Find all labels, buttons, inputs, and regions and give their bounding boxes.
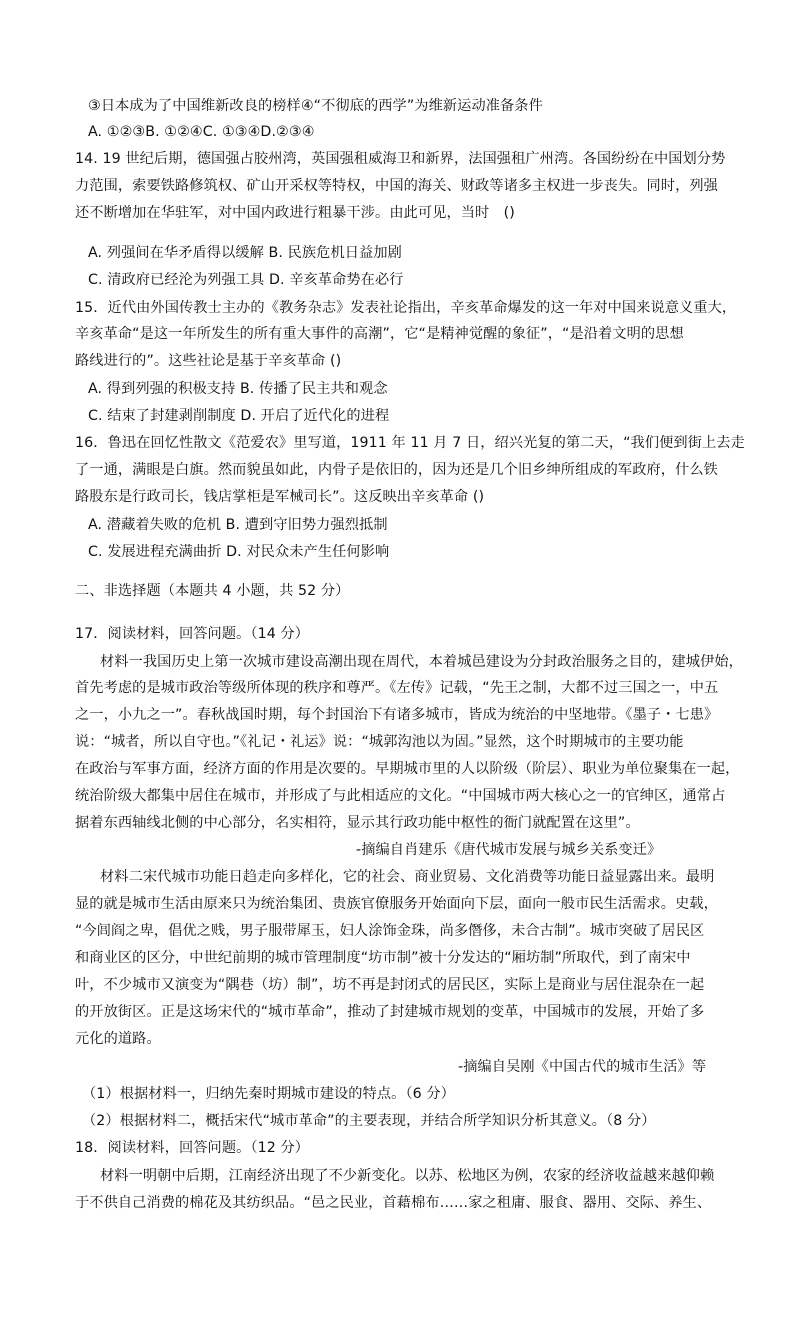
text-line: 路股东是行政司长，钱店掌柜是军械司长”。这反映出辛亥革命 () — [75, 489, 485, 505]
text-line: 和商业区的区分，中世纪前期的城市管理制度“坊市制”被十分发达的“厢坊制”所取代，到了南宋中 — [75, 950, 691, 966]
text-line: 18．阅读材料，回答问题。（12 分） — [75, 1140, 310, 1156]
text-line: 材料一我国历史上第一次城市建设高潮出现在周代，本着城邑建设为分封政治服务之目的，建城伊始， — [100, 654, 743, 670]
text-line: 显的就是城市生活由原来只为统治集团、贵族官僚服务开始面向下层，面向一般市民生活需求。史载， — [75, 896, 718, 912]
text-line: 在政治与军事方面，经济方面的作用是次要的。早期城市里的人以阶级（阶层）、职业为单位聚集在一起， — [75, 761, 740, 777]
text-line: 于不供自己消费的棉花及其纺织品。“邑之民业，首藉棉布……家之租庸、服食、器用、交际、养生、 — [75, 1195, 712, 1211]
text-line: 14. 19 世纪后期，德国强占胶州湾，英国强租威海卫和新界，法国强租广州湾。各国纷纷在中国划分势 — [75, 151, 726, 167]
text-line: A. 潜藏着失败的危机 B. 遭到守旧势力强烈抵制 — [88, 517, 388, 533]
text-line: -摘编自吴刚《中国古代的城市生活》等 — [458, 1059, 707, 1075]
text-line: （2）根据材料二，概括宋代“城市革命”的主要表现，并结合所学知识分析其意义。（8 分） — [82, 1113, 656, 1129]
text-line: 元化的道路。 — [75, 1031, 161, 1047]
text-line: 之一，小九之一”。春秋战国时期，每个封国治下有诸多城市，皆成为统治的中坚地带。《墨子・七患》 — [75, 707, 719, 723]
text-line: -摘编自肖建乐《唐代城市发展与城乡关系变迁》 — [356, 842, 662, 858]
text-line: C. 清政府已经沦为列强工具 D. 辛亥革命势在必行 — [88, 272, 404, 288]
text-line: （1）根据材料一，归纳先秦时期城市建设的特点。（6 分） — [82, 1086, 455, 1102]
text-line: 材料二宋代城市功能日趋走向多样化，它的社会、商业贸易、文化消费等功能日益显露出来。最明 — [100, 869, 715, 885]
text-line: 还不断增加在华驻军，对中国内政进行粗暴干涉。由此可见，当时 () — [75, 205, 515, 221]
text-line: 路线进行的”。这些社论是基于辛亥革命 () — [75, 353, 342, 369]
text-line: 统治阶级大都集中居住在城市，并形成了与此相适应的文化。“中国城市两大核心之一的官绅区，通常占 — [75, 788, 726, 804]
text-line: A. 列强间在华矛盾得以缓解 B. 民族危机日益加剧 — [88, 245, 402, 261]
text-line: 辛亥革命“是这一年所发生的所有重大事件的高潮”，它“是精神觉醒的象征”，“是沿着文明的思想 — [75, 326, 684, 342]
text-line: 二、非选择题（本题共 4 小题，共 52 分） — [75, 583, 350, 599]
text-line: A. ①②③B. ①②④C. ①③④D.②③④ — [88, 124, 315, 140]
text-line: C. 结束了封建剥削制度 D. 开启了近代化的进程 — [88, 408, 390, 424]
text-line: 力范围，索要铁路修筑权、矿山开采权等特权，中国的海关、财政等诸多主权进一步丧失。同时，列强 — [75, 178, 718, 194]
text-line: C. 发展进程充满曲折 D. 对民众未产生任何影响 — [88, 544, 390, 560]
text-line: 据着东西轴线北侧的中心部分，名实相符，显示其行政功能中枢性的衙门就配置在这里”。 — [75, 815, 640, 831]
text-line: 15．近代由外国传教士主办的《教务杂志》发表社论指出，辛亥革命爆发的这一年对中国来说意义重大， — [75, 300, 737, 316]
text-line: 了一通，满眼是白旗。然而貌虽如此，内骨子是依旧的，因为还是几个旧乡绅所组成的军政府，什么铁 — [75, 462, 718, 478]
text-line: 材料一明朝中后期，江南经济出现了不少新变化。以苏、松地区为例，农家的经济收益越来越仰赖 — [100, 1168, 715, 1184]
text-line: 16．鲁迅在回忆性散文《范爱农》里写道，1911 年 11 月 7 日，绍兴光复的第二天，“我们便到街上去走 — [75, 435, 745, 451]
text-line: 首先考虑的是城市政治等级所体现的秩序和尊严。《左传》记载，“先王之制，大都不过三国之一，中五 — [75, 680, 719, 696]
text-line: 17．阅读材料，回答问题。（14 分） — [75, 626, 310, 642]
text-line: 说：“城者，所以自守也。”《礼记・礼运》说：“城郭沟池以为固。”显然，这个时期城市的主要功能 — [75, 734, 684, 750]
text-line: 叶，不少城市又演变为“隅巷（坊）制”，坊不再是封闭式的居民区，实际上是商业与居住混杂在一起 — [75, 977, 705, 993]
text-line: A. 得到列强的积极支持 B. 传播了民主共和观念 — [88, 381, 388, 397]
text-line: ③日本成为了中国维新改良的榜样④“不彻底的西学”为维新运动准备条件 — [88, 98, 543, 114]
text-line: 的开放街区。正是这场宋代的“城市革命”，推动了封建城市规划的变革，中国城市的发展，开始了多 — [75, 1004, 705, 1020]
text-line: “今闾阎之卑，倡优之贱，男子服带犀玉，妇人涂饰金珠，尚多僭侈，未合古制”。城市突破了居民区 — [75, 923, 705, 939]
